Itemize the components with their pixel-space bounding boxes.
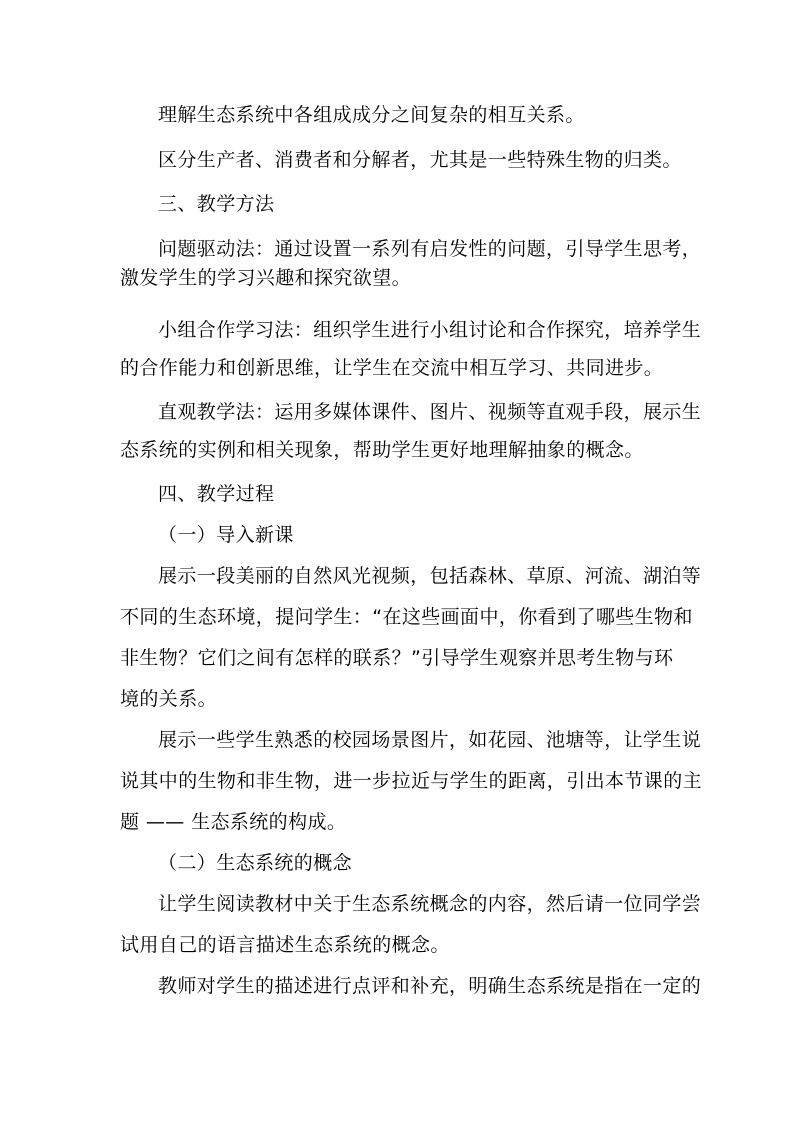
text-line: 展示一些学生熟悉的校园场景图片，如花园、池塘等，让学生说 bbox=[158, 729, 702, 751]
text-line: 理解生态系统中各组成成分之间复杂的相互关系。 bbox=[158, 104, 585, 126]
text-line: 教师对学生的描述进行点评和补充，明确生态系统是指在一定的 bbox=[158, 975, 702, 997]
text-line: 问题驱动法：通过设置一系列有启发性的问题，引导学生思考， bbox=[158, 238, 702, 260]
text-line: 题 —— 生态系统的构成。 bbox=[120, 811, 347, 833]
text-line: 不同的生态环境，提问学生：“在这些画面中，你看到了哪些生物和 bbox=[120, 606, 693, 628]
text-line: 激发学生的学习兴趣和探究欲望。 bbox=[120, 267, 412, 289]
text-line: 展示一段美丽的自然风光视频，包括森林、草原、河流、湖泊等 bbox=[158, 565, 702, 587]
text-line: 的合作能力和创新思维，让学生在交流中相互学习、共同进步。 bbox=[120, 357, 664, 379]
text-line: 区分生产者、消费者和分解者，尤其是一些特殊生物的归类。 bbox=[158, 149, 682, 171]
text-line: 直观教学法：运用多媒体课件、图片、视频等直观手段，展示生 bbox=[158, 401, 702, 423]
subsection-heading: （一）导入新课 bbox=[158, 524, 294, 546]
text-line: 非生物？它们之间有怎样的联系？”引导学生观察并思考生物与环 bbox=[120, 647, 674, 669]
text-line: 试用自己的语言描述生态系统的概念。 bbox=[120, 934, 450, 956]
subsection-heading: （二）生态系统的概念 bbox=[158, 852, 353, 874]
text-line: 说其中的生物和非生物，进一步拉近与学生的距离，引出本节课的主 bbox=[120, 770, 703, 792]
text-line: 境的关系。 bbox=[120, 688, 218, 710]
text-line: 小组合作学习法：组织学生进行小组讨论和合作探究，培养学生 bbox=[158, 319, 702, 341]
section-heading: 三、教学方法 bbox=[158, 193, 275, 215]
section-heading: 四、教学过程 bbox=[158, 483, 275, 505]
text-line: 让学生阅读教材中关于生态系统概念的内容，然后请一位同学尝 bbox=[158, 893, 702, 915]
text-line: 态系统的实例和相关现象，帮助学生更好地理解抽象的概念。 bbox=[120, 439, 644, 461]
